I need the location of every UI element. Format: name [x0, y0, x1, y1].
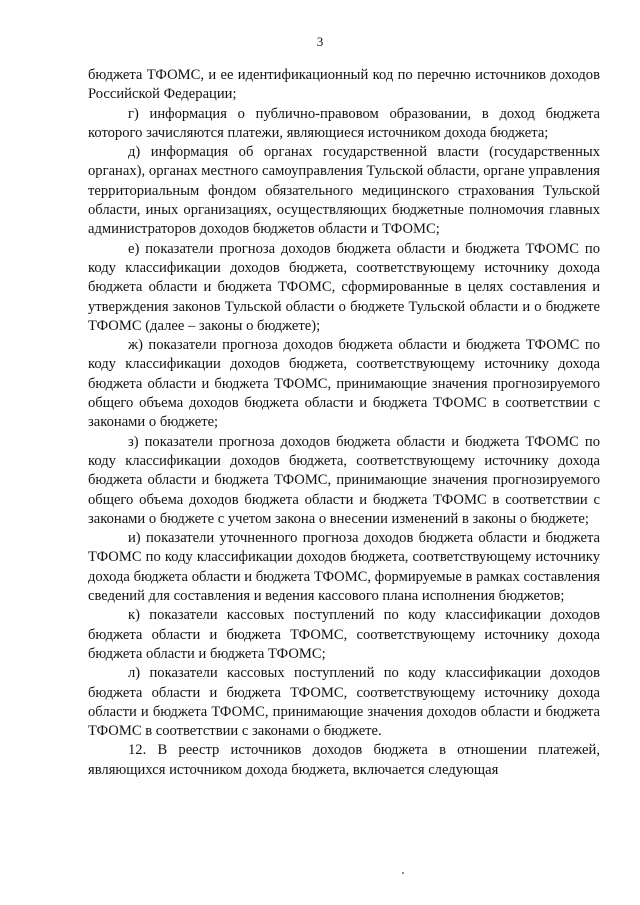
scan-speck — [402, 872, 404, 874]
paragraph-item-l: л) показатели кассовых поступлений по коду классификации доходов бюджета области и бюджета ТФОМС, соответствующему источнику дохода области и бюджета ТФОМС, принимающие значения доходов области и бюджета ТФОМС в соответствии с законами о бюджете. — [88, 665, 600, 740]
paragraph-item-i: и) показатели уточненного прогноза доходов бюджета области и бюджета ТФОМС по коду классификации доходов бюджета, соответствующему источнику дохода бюджета области и бюджета ТФОМС, формируемые в рамках составления сведений для составления и ведения кассового плана исполнения бюджетов; — [88, 530, 600, 605]
paragraph-section-12: 12. В реестр источников доходов бюджета в отношении платежей, являющихся источником дохода бюджета, включается следующая — [88, 742, 600, 778]
paragraph-continuation: бюджета ТФОМС, и ее идентификационный код по перечню источников доходов Российской Федерации; — [88, 67, 600, 103]
paragraph-item-k: к) показатели кассовых поступлений по коду классификации доходов бюджета области и бюджета ТФОМС, соответствующему источнику дохода бюджета области и бюджета ТФОМС; — [88, 607, 600, 662]
paragraph-item-e: е) показатели прогноза доходов бюджета области и бюджета ТФОМС по коду классификации доходов бюджета, соответствующему источнику дохода бюджета области и бюджета ТФОМС, сформированные в целях составления и утверждения законов Тульской области о бюджете Тульской области и о бюджете ТФОМС (далее – законы о бюджете); — [88, 240, 600, 334]
paragraph-item-g: г) информация о публично-правовом образовании, в доход бюджета которого зачисляются платежи, являющиеся источником дохода бюджета; — [88, 105, 600, 141]
paragraph-item-d: д) информация об органах государственной власти (государственных органах), органах местного самоуправления Тульской области, органе управления территориальным фондом обязательного медицинского страхования Тульской области, иных организациях, осуществляющих бюджетные полномочия главных администраторов доходов бюджетов области и ТФОМС; — [88, 144, 600, 238]
document-body — [88, 66, 600, 780]
page-number: 3 — [316, 34, 324, 49]
paragraph-item-zh: ж) показатели прогноза доходов бюджета области и бюджета ТФОМС по коду классификации доходов бюджета, соответствующему источнику дохода бюджета области и бюджета ТФОМС, принимающие значения прогнозируемого общего объема доходов бюджета области и бюджета ТФОМС в соответствии с законами о бюджете; — [88, 337, 600, 431]
paragraph-item-z: з) показатели прогноза доходов бюджета области и бюджета ТФОМС по коду классификации доходов бюджета, соответствующему источнику дохода бюджета области и бюджета ТФОМС, принимающие значения прогнозируемого общего объема доходов бюджета области и бюджета ТФОМС в соответствии с законами о бюджете с учетом закона о внесении изменений в законы о бюджете; — [88, 433, 600, 527]
